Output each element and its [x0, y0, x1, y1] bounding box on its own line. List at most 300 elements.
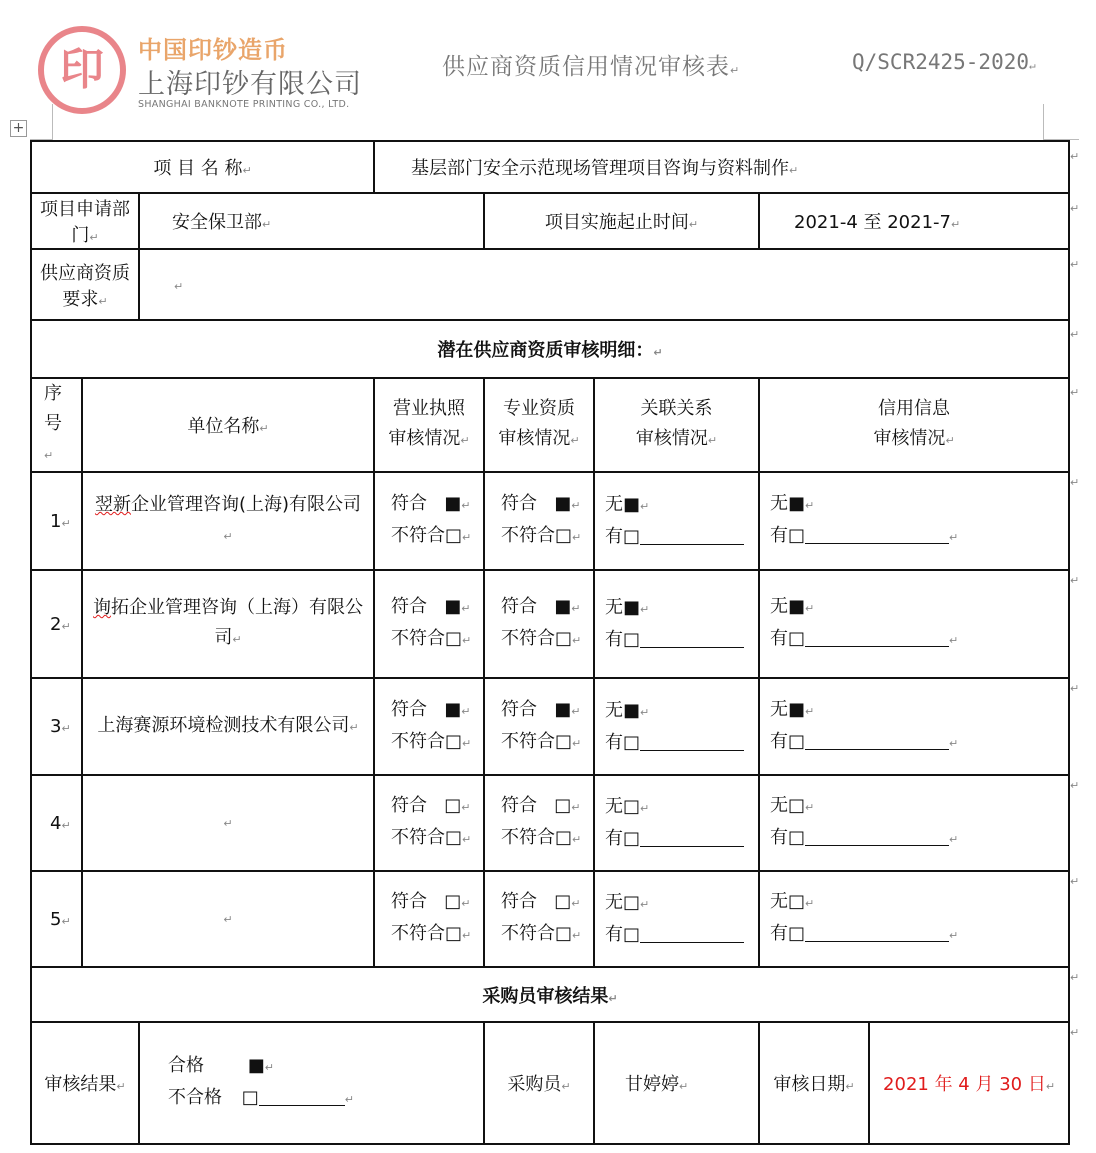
credit-has-option[interactable] — [770, 624, 1062, 656]
detail-title-row — [31, 320, 1069, 378]
requirement-value-cell[interactable] — [139, 249, 1069, 320]
license-check-cell[interactable] — [374, 570, 484, 678]
project-name-value-cell[interactable] — [374, 141, 1069, 193]
seq-cell — [31, 775, 82, 871]
relation-has-option[interactable] — [605, 728, 752, 758]
review-date-value: 2021 年 4 月 30 日 — [883, 1074, 1046, 1095]
license-fail-option[interactable] — [391, 624, 477, 656]
credit-has-label: 有 — [770, 827, 789, 848]
credit-check-cell[interactable] — [759, 570, 1069, 678]
credit-has-checkbox[interactable]: □ — [788, 827, 806, 848]
credit-check-cell[interactable] — [759, 775, 1069, 871]
paragraph-mark: ↵ — [805, 897, 815, 910]
paragraph-mark: ↵ — [1045, 1080, 1056, 1093]
document-code — [852, 50, 1036, 74]
credit-has-label: 有 — [770, 525, 789, 546]
qualification-fail-checkbox[interactable]: □ — [555, 730, 573, 752]
margin-guide — [52, 104, 53, 140]
qualification-fail-checkbox[interactable]: □ — [555, 525, 573, 546]
paragraph-mark: ↵ — [223, 530, 233, 543]
paragraph-mark: ↵ — [242, 164, 252, 177]
license-fail-checkbox[interactable]: □ — [445, 628, 463, 649]
license-pass-label: 符合 — [391, 596, 428, 617]
paragraph-mark: ↵ — [264, 1061, 274, 1074]
qualification-fail-checkbox[interactable]: □ — [555, 827, 573, 848]
unit-name-part2: 企业管理咨询(上海)有限公司 — [130, 494, 362, 515]
license-pass-label: 符合 — [391, 795, 428, 816]
row-end-mark: ↵ — [1070, 476, 1080, 489]
detail-title: 潜在供应商资质审核明细： — [437, 340, 654, 361]
paragraph-mark: ↵ — [949, 929, 959, 942]
credit-header-line2: 审核情况 — [873, 428, 946, 449]
qualified-checkbox[interactable]: ■ — [247, 1055, 265, 1076]
buyer-name-cell[interactable] — [594, 1022, 759, 1144]
review-date-cell[interactable] — [869, 1022, 1069, 1144]
license-fail-label: 不符合 — [391, 628, 446, 649]
credit-detail-blank[interactable] — [805, 923, 949, 942]
credit-has-option[interactable] — [770, 521, 1062, 553]
credit-check-cell[interactable] — [759, 472, 1069, 570]
row-end-mark: ↵ — [1070, 779, 1080, 792]
logo-company-name: 上海印钞有限公司 — [138, 69, 362, 100]
result-options-cell[interactable] — [139, 1022, 484, 1144]
paragraph-mark: ↵ — [232, 633, 242, 646]
row-end-mark: ↵ — [1070, 682, 1080, 695]
qualified-option[interactable] — [168, 1051, 477, 1083]
supplier-row — [31, 871, 1069, 967]
relation-has-checkbox[interactable]: □ — [623, 731, 641, 753]
project-name-value: 基层部门安全示范现场管理项目咨询与资料制作 — [411, 158, 790, 179]
review-date-label-cell — [759, 1022, 869, 1144]
relation-has-checkbox[interactable]: □ — [623, 629, 641, 650]
license-pass-option[interactable] — [391, 489, 477, 521]
table-move-handle-icon[interactable]: + — [10, 120, 27, 137]
seq-cell — [31, 570, 82, 678]
license-fail-label: 不符合 — [391, 730, 446, 752]
qualification-pass-option[interactable] — [501, 695, 587, 727]
paragraph-mark: ↵ — [571, 602, 581, 615]
seq-number: 1 — [50, 510, 62, 532]
paragraph-mark: ↵ — [845, 1080, 855, 1093]
license-fail-label: 不符合 — [391, 827, 446, 848]
relation-header-line1: 关联关系 — [640, 398, 713, 419]
row-end-mark: ↵ — [1070, 875, 1080, 888]
paragraph-mark: ↵ — [223, 817, 233, 830]
project-name-row — [31, 141, 1069, 193]
credit-has-checkbox[interactable]: □ — [788, 628, 806, 649]
buyer-label: 采购员 — [507, 1074, 562, 1095]
unqualified-checkbox[interactable]: □ — [241, 1087, 259, 1108]
qualification-fail-option[interactable] — [501, 521, 587, 553]
unqualified-option[interactable] — [168, 1083, 477, 1115]
qualified-label: 合格 — [168, 1055, 204, 1076]
credit-none-checkbox[interactable]: □ — [788, 795, 806, 816]
paragraph-mark: ↵ — [61, 818, 71, 832]
result-label: 审核结果 — [44, 1074, 117, 1095]
paragraph-mark: ↵ — [572, 531, 582, 544]
paragraph-mark: ↵ — [949, 531, 959, 544]
paragraph-mark: ↵ — [572, 634, 582, 647]
document-title — [442, 48, 740, 81]
credit-detail-blank[interactable] — [805, 628, 949, 647]
qualification-fail-option[interactable] — [501, 727, 587, 759]
credit-check-cell[interactable] — [759, 678, 1069, 775]
seq-cell — [31, 871, 82, 967]
relation-none-checkbox[interactable]: ■ — [623, 597, 641, 618]
qualification-pass-checkbox[interactable]: ■ — [554, 698, 572, 720]
paragraph-mark: ↵ — [98, 294, 108, 308]
paragraph-mark: ↵ — [44, 449, 54, 462]
seq-number: 4 — [50, 812, 62, 834]
qualification-check-cell[interactable] — [484, 775, 594, 871]
license-pass-checkbox[interactable]: □ — [444, 891, 462, 912]
unit-name-cell[interactable] — [82, 871, 374, 967]
qualification-pass-checkbox[interactable]: □ — [554, 891, 572, 912]
qualification-pass-checkbox[interactable]: □ — [554, 795, 572, 816]
document-title-text: 供应商资质信用情况审核表 — [442, 54, 730, 80]
paragraph-mark: ↵ — [789, 164, 799, 177]
paragraph-mark: ↵ — [571, 704, 581, 718]
qualification-header — [484, 378, 594, 472]
relation-none-label: 无 — [605, 796, 624, 817]
paragraph-mark: ↵ — [461, 602, 471, 615]
license-check-cell[interactable] — [374, 678, 484, 775]
relation-has-option[interactable] — [605, 522, 752, 552]
paragraph-mark: ↵ — [89, 231, 99, 244]
license-pass-option[interactable] — [391, 791, 477, 823]
qualification-pass-label: 符合 — [501, 698, 538, 720]
license-header — [374, 378, 484, 472]
relation-none-checkbox[interactable]: □ — [623, 796, 641, 817]
paragraph-mark: ↵ — [61, 516, 71, 530]
paragraph-mark: ↵ — [259, 422, 269, 435]
relation-none-option[interactable] — [605, 792, 752, 824]
seq-number: 5 — [50, 908, 62, 930]
relation-detail-blank[interactable] — [640, 732, 744, 751]
license-fail-option[interactable] — [391, 919, 477, 951]
unit-name-part2: 上海赛源环境检测技术有限公司 — [97, 714, 350, 736]
paragraph-mark: ↵ — [461, 897, 471, 910]
qualification-fail-checkbox[interactable]: □ — [555, 628, 573, 649]
qualification-pass-option[interactable] — [501, 791, 587, 823]
unit-name-cell[interactable] — [82, 570, 374, 678]
credit-detail-blank[interactable] — [805, 525, 949, 544]
period-value: 2021-4 至 2021-7 — [794, 212, 951, 233]
qualification-pass-checkbox[interactable]: ■ — [554, 596, 572, 617]
qualification-pass-option[interactable] — [501, 489, 587, 521]
credit-none-checkbox[interactable]: □ — [788, 891, 806, 912]
supplier-rows — [31, 472, 1069, 967]
qualification-fail-label: 不符合 — [501, 827, 556, 848]
license-pass-label: 符合 — [391, 493, 428, 514]
license-fail-label: 不符合 — [391, 923, 446, 944]
license-fail-option[interactable] — [391, 727, 477, 759]
relation-none-option[interactable] — [605, 696, 752, 728]
qualification-fail-checkbox[interactable]: □ — [555, 923, 573, 944]
relation-has-label: 有 — [605, 526, 624, 547]
license-pass-option[interactable] — [391, 592, 477, 624]
seq-header-line1: 序 — [44, 383, 62, 404]
result-title-cell — [31, 967, 1069, 1022]
credit-has-checkbox[interactable]: □ — [788, 730, 806, 752]
paragraph-mark: ↵ — [462, 929, 472, 942]
paragraph-mark: ↵ — [570, 434, 580, 447]
paragraph-mark: ↵ — [805, 602, 815, 615]
paragraph-mark: ↵ — [572, 833, 582, 846]
relation-detail-blank[interactable] — [640, 629, 744, 648]
qualification-check-cell[interactable] — [484, 871, 594, 967]
unit-name-cell[interactable] — [82, 775, 374, 871]
relation-check-cell[interactable] — [594, 570, 759, 678]
credit-none-label: 无 — [770, 698, 789, 720]
seq-header — [31, 378, 82, 472]
relation-has-label: 有 — [605, 924, 624, 945]
paragraph-mark: ↵ — [561, 1080, 571, 1093]
paragraph-mark: ↵ — [61, 619, 71, 633]
qualification-check-cell[interactable] — [484, 570, 594, 678]
paragraph-mark: ↵ — [805, 704, 815, 718]
paragraph-mark: ↵ — [61, 914, 71, 928]
license-pass-checkbox[interactable]: □ — [444, 795, 462, 816]
unit-name-cell[interactable] — [82, 678, 374, 775]
paragraph-mark: ↵ — [571, 801, 581, 814]
dept-label: 项目申请部门 — [40, 199, 130, 246]
paragraph-mark: ↵ — [572, 929, 582, 942]
paragraph-mark: ↵ — [61, 722, 71, 735]
relation-none-option[interactable] — [605, 888, 752, 920]
license-fail-label: 不符合 — [391, 525, 446, 546]
license-check-cell[interactable] — [374, 472, 484, 570]
supplier-row — [31, 775, 1069, 871]
qualification-check-cell[interactable] — [484, 472, 594, 570]
project-dept-row — [31, 193, 1069, 249]
paragraph-mark: ↵ — [1029, 59, 1036, 72]
credit-none-option[interactable] — [770, 887, 1062, 919]
credit-none-label: 无 — [770, 596, 789, 617]
period-value-cell[interactable] — [759, 193, 1069, 249]
company-logo-icon — [38, 26, 126, 114]
paragraph-mark: ↵ — [571, 499, 581, 512]
project-name-label: 项 目 名 称 — [153, 158, 243, 179]
row-end-mark: ↵ — [1070, 328, 1080, 341]
relation-check-cell[interactable] — [594, 871, 759, 967]
relation-has-label: 有 — [605, 629, 624, 650]
credit-has-checkbox[interactable]: □ — [788, 923, 806, 944]
seq-cell — [31, 678, 82, 775]
paragraph-mark: ↵ — [653, 346, 663, 359]
paragraph-mark: ↵ — [707, 434, 718, 447]
relation-none-option[interactable] — [605, 490, 752, 522]
row-end-mark: ↵ — [1070, 258, 1080, 271]
unit-header — [82, 378, 374, 472]
paragraph-mark: ↵ — [174, 280, 184, 293]
credit-none-checkbox[interactable]: ■ — [788, 698, 806, 720]
margin-guide — [1043, 104, 1044, 140]
credit-none-option[interactable] — [770, 791, 1062, 823]
relation-none-label: 无 — [605, 494, 624, 515]
qualification-pass-option[interactable] — [501, 887, 587, 919]
relation-check-cell[interactable] — [594, 775, 759, 871]
seq-header-line2: 号 — [44, 413, 62, 434]
relation-header-line2: 审核情况 — [635, 428, 708, 449]
credit-has-label: 有 — [770, 923, 789, 944]
paragraph-mark: ↵ — [349, 720, 359, 734]
license-fail-option[interactable] — [391, 521, 477, 553]
relation-none-checkbox[interactable]: ■ — [623, 494, 641, 515]
license-pass-option[interactable] — [391, 695, 477, 727]
relation-has-checkbox[interactable]: □ — [623, 526, 641, 547]
qualification-fail-option[interactable] — [501, 823, 587, 855]
logo-company-english: SHANGHAI BANKNOTE PRINTING CO., LTD. — [138, 99, 350, 110]
requirement-label-cell — [31, 249, 139, 320]
result-title: 采购员审核结果 — [482, 985, 609, 1007]
credit-has-checkbox[interactable]: □ — [788, 525, 806, 546]
license-pass-label: 符合 — [391, 891, 428, 912]
seq-number: 3 — [50, 716, 62, 737]
paragraph-mark: ↵ — [344, 1093, 354, 1106]
unqualified-label: 不合格 — [168, 1087, 222, 1108]
seq-number: 2 — [50, 613, 62, 635]
relation-detail-blank[interactable] — [640, 526, 744, 545]
paragraph-mark: ↵ — [805, 801, 815, 814]
credit-none-checkbox[interactable]: ■ — [788, 493, 806, 514]
qualification-fail-option[interactable] — [501, 624, 587, 656]
paragraph-mark: ↵ — [608, 991, 618, 1005]
qualification-pass-label: 符合 — [501, 493, 538, 514]
qualification-pass-checkbox[interactable]: ■ — [554, 493, 572, 514]
unit-name-part1: 询 — [93, 597, 112, 618]
qualification-pass-option[interactable] — [501, 592, 587, 624]
row-end-mark: ↵ — [1070, 971, 1080, 984]
project-name-label-cell — [31, 141, 374, 193]
row-end-mark: ↵ — [1070, 386, 1080, 399]
paragraph-mark: ↵ — [688, 218, 699, 231]
relation-check-cell[interactable] — [594, 678, 759, 775]
paragraph-mark: ↵ — [640, 603, 650, 616]
unqualified-reason-blank[interactable] — [259, 1087, 345, 1106]
document-code-text: Q/SCR2425-2020 — [852, 50, 1030, 74]
paragraph-mark: ↵ — [462, 833, 472, 846]
qualification-header-line2: 审核情况 — [498, 428, 571, 449]
credit-none-label: 无 — [770, 795, 789, 816]
credit-detail-blank[interactable] — [805, 731, 949, 750]
review-date-label: 审核日期 — [773, 1074, 846, 1095]
license-fail-checkbox[interactable]: □ — [445, 730, 463, 752]
license-fail-checkbox[interactable]: □ — [445, 827, 463, 848]
credit-none-option[interactable] — [770, 695, 1062, 727]
relation-none-option[interactable] — [605, 593, 752, 625]
buyer-label-cell — [484, 1022, 594, 1144]
license-fail-checkbox[interactable]: □ — [445, 923, 463, 944]
credit-none-checkbox[interactable]: ■ — [788, 596, 806, 617]
row-end-mark: ↵ — [1070, 150, 1080, 163]
paragraph-mark: ↵ — [571, 897, 581, 910]
column-header-row — [31, 378, 1069, 472]
qualification-pass-label: 符合 — [501, 596, 538, 617]
relation-has-option[interactable] — [605, 625, 752, 655]
credit-has-label: 有 — [770, 628, 789, 649]
paragraph-mark: ↵ — [640, 500, 650, 513]
seq-cell — [31, 472, 82, 570]
credit-detail-blank[interactable] — [805, 827, 949, 846]
relation-has-checkbox[interactable]: □ — [623, 924, 641, 945]
logo-parent-company: 中国印钞造币 — [138, 36, 288, 64]
license-header-line2: 审核情况 — [388, 428, 461, 449]
qualification-header-line1: 专业资质 — [503, 398, 576, 419]
relation-none-label: 无 — [605, 699, 624, 721]
relation-check-cell[interactable] — [594, 472, 759, 570]
license-pass-label: 符合 — [391, 698, 428, 720]
credit-has-option[interactable] — [770, 727, 1062, 759]
unit-header-text: 单位名称 — [187, 416, 260, 437]
relation-detail-blank[interactable] — [640, 828, 744, 847]
license-pass-checkbox[interactable]: ■ — [444, 493, 462, 514]
paragraph-mark: ↵ — [640, 898, 650, 911]
credit-header-line1: 信用信息 — [878, 398, 951, 419]
license-check-cell[interactable] — [374, 871, 484, 967]
license-pass-option[interactable] — [391, 887, 477, 919]
row-end-mark: ↵ — [1070, 574, 1080, 587]
license-fail-checkbox[interactable]: □ — [445, 525, 463, 546]
license-pass-checkbox[interactable]: ■ — [444, 596, 462, 617]
paragraph-mark: ↵ — [640, 705, 650, 719]
requirement-row — [31, 249, 1069, 320]
supplier-row — [31, 570, 1069, 678]
requirement-label: 供应商资质要求 — [40, 262, 130, 310]
qualification-fail-label: 不符合 — [501, 525, 556, 546]
relation-has-option[interactable] — [605, 824, 752, 854]
paragraph-mark: ↵ — [949, 833, 959, 846]
paragraph-mark: ↵ — [461, 801, 471, 814]
qualification-check-cell[interactable] — [484, 678, 594, 775]
relation-none-label: 无 — [605, 892, 624, 913]
relation-detail-blank[interactable] — [640, 924, 744, 943]
credit-has-option[interactable] — [770, 919, 1062, 951]
credit-check-cell[interactable] — [759, 871, 1069, 967]
relation-has-label: 有 — [605, 731, 624, 753]
period-label: 项目实施起止时间 — [544, 212, 689, 233]
credit-has-option[interactable] — [770, 823, 1062, 855]
relation-header — [594, 378, 759, 472]
result-label-cell — [31, 1022, 139, 1144]
relation-none-checkbox[interactable]: □ — [623, 892, 641, 913]
credit-has-label: 有 — [770, 730, 789, 752]
unit-name-part2: 拓企业管理咨询（上海）有限公司 — [111, 597, 364, 648]
relation-has-checkbox[interactable]: □ — [623, 828, 641, 849]
qualification-fail-option[interactable] — [501, 919, 587, 951]
license-check-cell[interactable] — [374, 775, 484, 871]
license-fail-option[interactable] — [391, 823, 477, 855]
relation-none-checkbox[interactable]: ■ — [623, 699, 641, 721]
dept-value-cell[interactable] — [139, 193, 484, 249]
row-end-mark: ↵ — [1070, 1026, 1080, 1039]
qualification-pass-label: 符合 — [501, 891, 538, 912]
credit-header — [759, 378, 1069, 472]
unit-name-cell[interactable] — [82, 472, 374, 570]
relation-has-option[interactable] — [605, 920, 752, 950]
paragraph-mark: ↵ — [461, 704, 471, 718]
credit-none-label: 无 — [770, 493, 789, 514]
credit-none-option[interactable] — [770, 592, 1062, 624]
license-pass-checkbox[interactable]: ■ — [444, 698, 462, 720]
credit-none-label: 无 — [770, 891, 789, 912]
credit-none-option[interactable] — [770, 489, 1062, 521]
paragraph-mark: ↵ — [949, 736, 959, 750]
unit-name-part1: 翌新 — [94, 494, 131, 515]
relation-none-label: 无 — [605, 597, 624, 618]
paragraph-mark: ↵ — [461, 499, 471, 512]
paragraph-mark: ↵ — [949, 634, 959, 647]
